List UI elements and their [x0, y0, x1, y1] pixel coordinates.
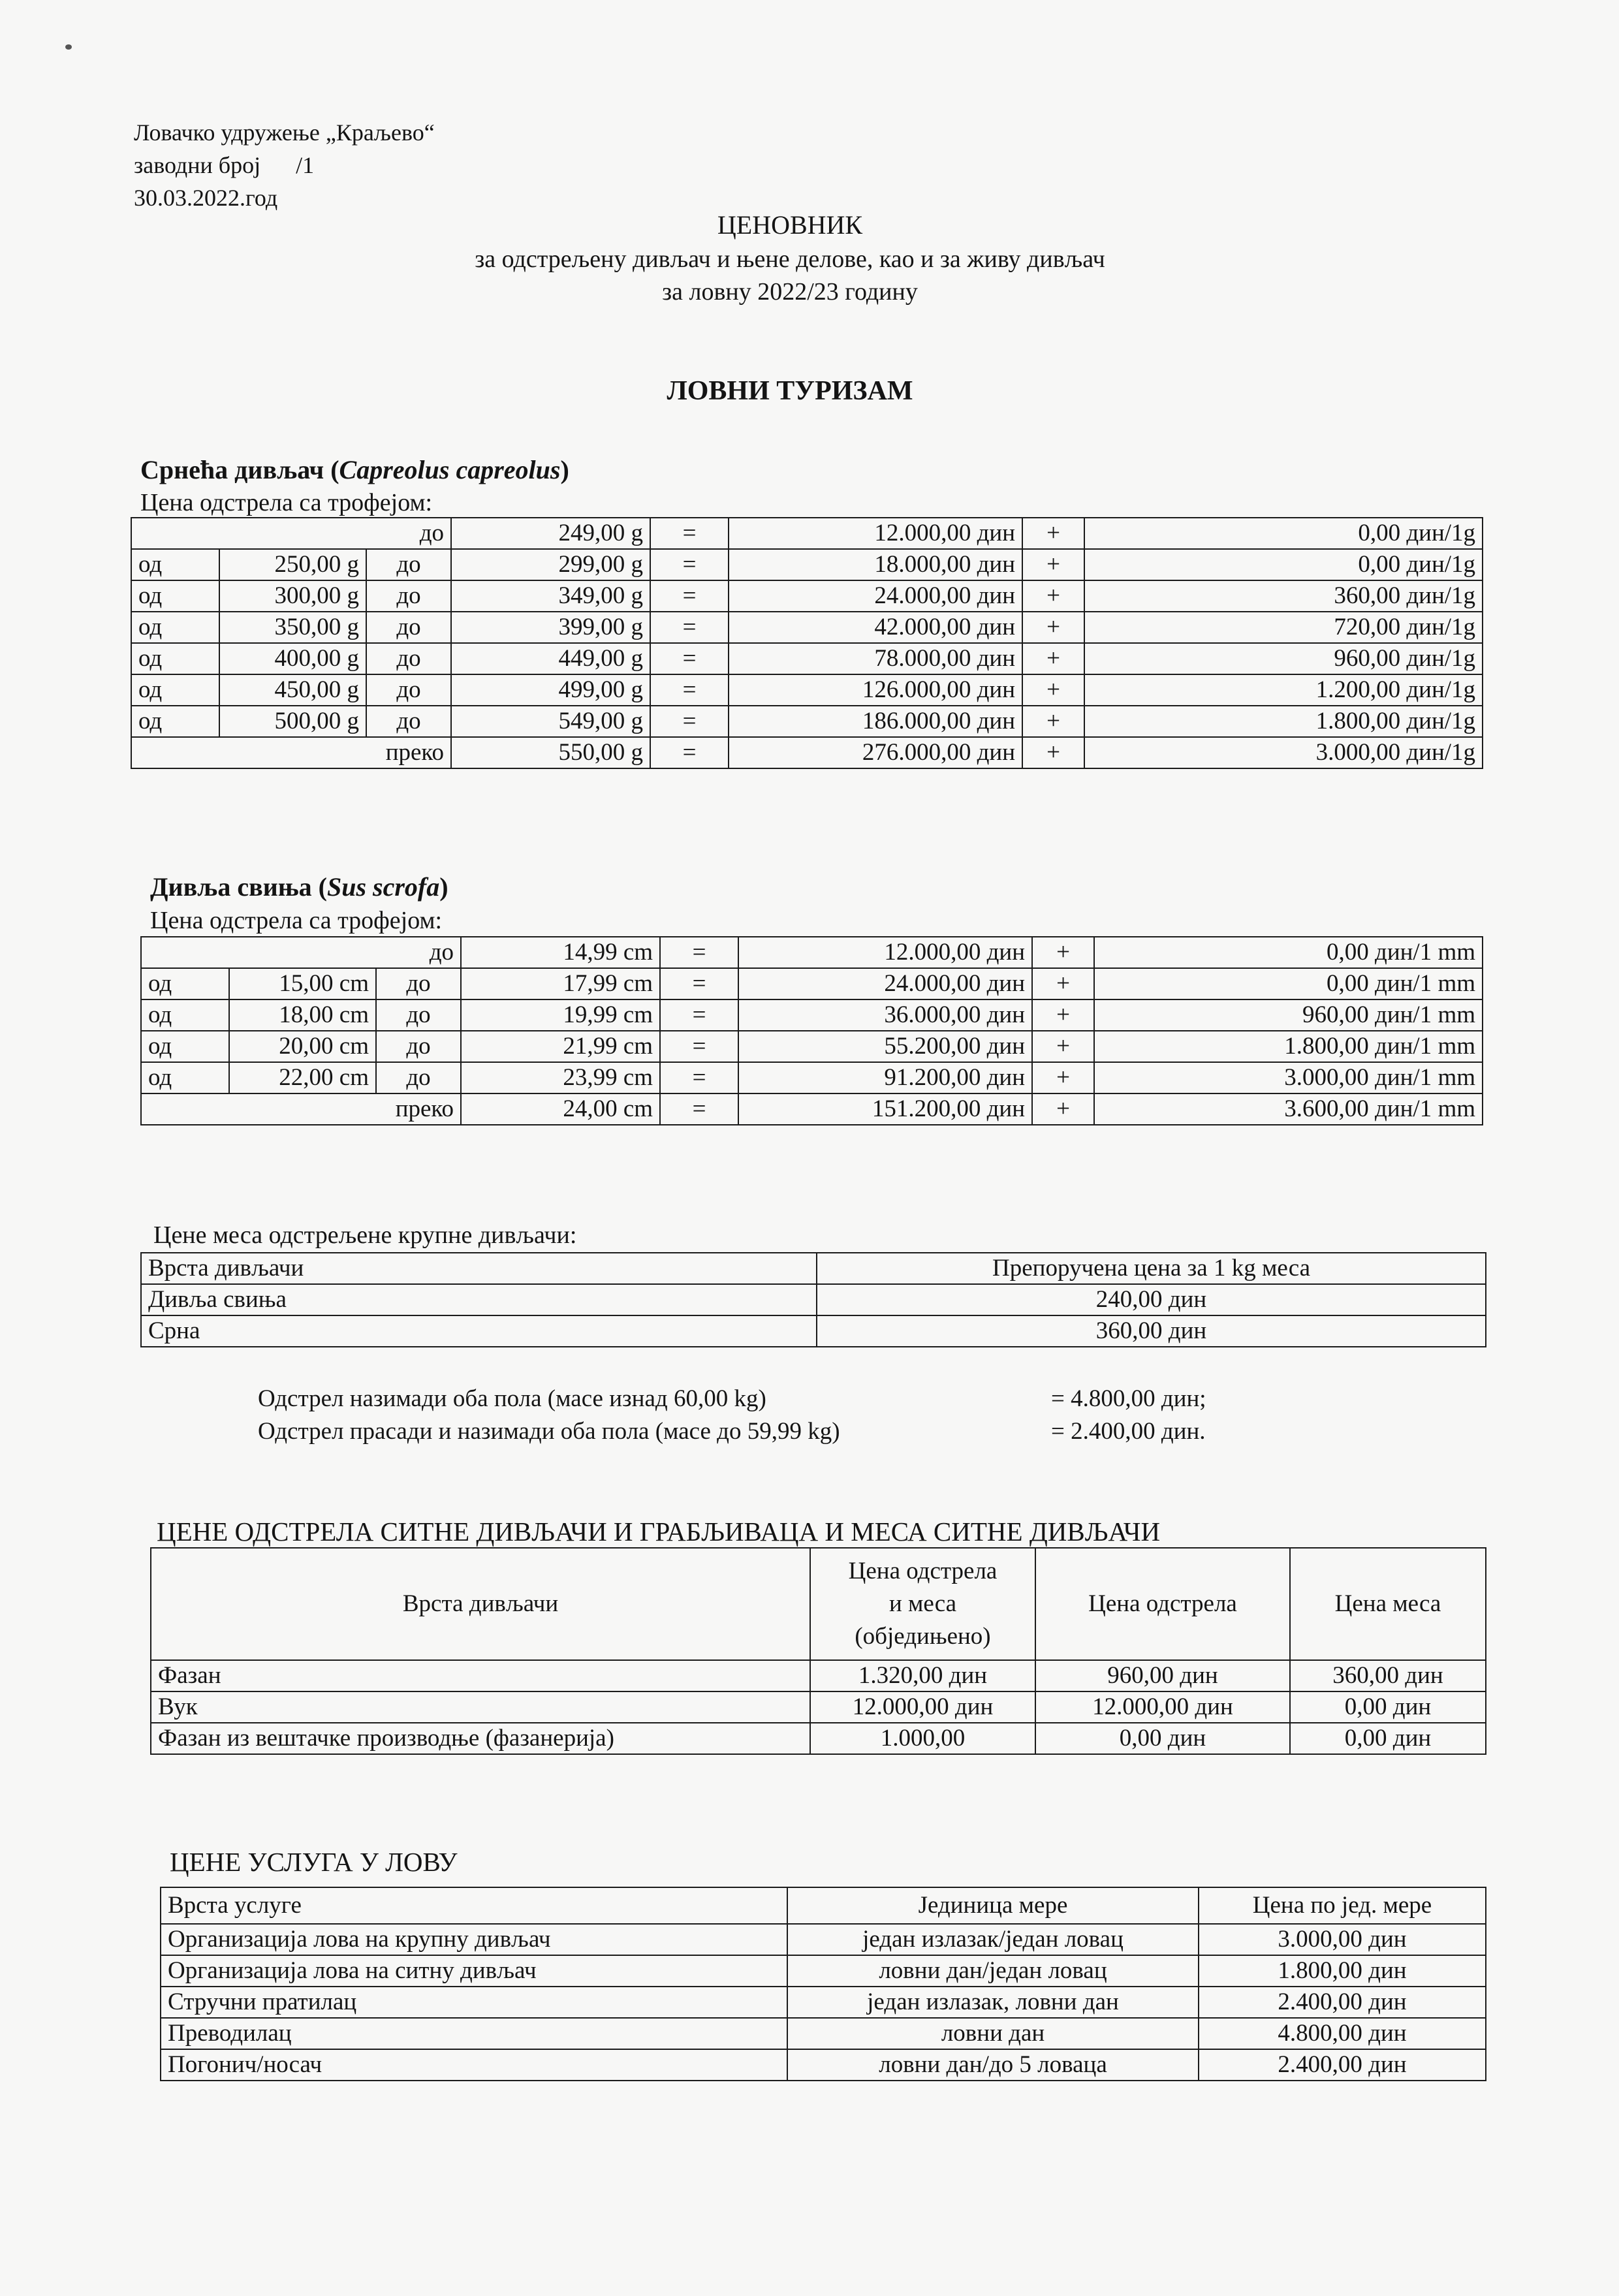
- note-line: [258, 1415, 1368, 1448]
- service-unit: један излазак/један ловац: [787, 1924, 1199, 1955]
- roe-to-value: 399,00 g: [451, 612, 650, 643]
- roe-row: [131, 612, 1483, 643]
- org-name: Ловачко удружење „Краљево“: [134, 119, 435, 146]
- roe-plus: +: [1022, 737, 1084, 768]
- roe-unit-price: 1.200,00 дин/1g: [1084, 674, 1483, 706]
- boar-range-word: преко: [141, 1093, 461, 1125]
- roe-plus: +: [1022, 643, 1084, 674]
- roe-base-price: 78.000,00 дин: [729, 643, 1022, 674]
- roe-equals: =: [650, 549, 729, 580]
- roe-unit-price: 360,00 дин/1g: [1084, 580, 1483, 612]
- roe-plus: +: [1022, 549, 1084, 580]
- boar-equals: =: [660, 1093, 738, 1125]
- boar-unit-price: 3.000,00 дин/1 mm: [1094, 1062, 1483, 1093]
- roe-to-word: до: [366, 674, 451, 706]
- roe-equals: =: [650, 518, 729, 549]
- small-col-combined-l2: и меса: [888, 1590, 957, 1617]
- document-date: 30.03.2022.год: [134, 185, 278, 211]
- boar-to-value: 24,00 cm: [461, 1093, 660, 1125]
- small-col-combined-l1: Цена одстрела: [848, 1558, 998, 1584]
- roe-unit-price: 0,00 дин/1g: [1084, 549, 1483, 580]
- service-unit: један излазак, ловни дан: [787, 1987, 1199, 2018]
- boar-from-value: 18,00 cm: [229, 999, 376, 1031]
- boar-to-value: 17,99 cm: [461, 968, 660, 999]
- roe-from-value: 250,00 g: [219, 549, 366, 580]
- small-game-combined-price: 12.000,00 дин: [810, 1691, 1035, 1723]
- boar-plus: +: [1032, 968, 1094, 999]
- boar-unit-price: 0,00 дин/1 mm: [1094, 968, 1483, 999]
- boar-from-word: од: [141, 1062, 229, 1093]
- small-game-species: Вук: [151, 1691, 810, 1723]
- roe-row: [131, 674, 1483, 706]
- boar-base-price: 12.000,00 дин: [738, 937, 1032, 968]
- roe-to-word: до: [366, 549, 451, 580]
- wild-boar-heading: [150, 872, 448, 902]
- roe-row: [131, 643, 1483, 674]
- boar-row: [141, 999, 1483, 1031]
- registry-number: заводни број /1: [134, 152, 315, 178]
- boar-to-value: 19,99 cm: [461, 999, 660, 1031]
- roe-deer-heading-prefix: Срнећа дивљач (: [140, 455, 339, 484]
- roe-base-price: 276.000,00 дин: [729, 737, 1022, 768]
- wild-boar-heading-suffix: ): [439, 872, 448, 902]
- roe-from-value: 350,00 g: [219, 612, 366, 643]
- boar-base-price: 36.000,00 дин: [738, 999, 1032, 1031]
- hunting-season: за ловну 2022/23 годину: [662, 278, 918, 306]
- meat-header-row: [141, 1253, 1486, 1284]
- boar-from-word: од: [141, 999, 229, 1031]
- service-row: [161, 2049, 1486, 2081]
- roe-to-value: 349,00 g: [451, 580, 650, 612]
- small-game-row: [151, 1691, 1486, 1723]
- boar-row: [141, 1031, 1483, 1062]
- document-title-block: [326, 208, 1253, 308]
- roe-from-value: 300,00 g: [219, 580, 366, 612]
- small-game-combined-price: 1.000,00: [810, 1723, 1035, 1754]
- boar-equals: =: [660, 1031, 738, 1062]
- service-price: 2.400,00 дин: [1199, 2049, 1486, 2081]
- roe-deer-latin: Capreolus capreolus: [339, 455, 561, 484]
- service-type: Стручни пратилац: [161, 1987, 787, 2018]
- roe-from-word: од: [131, 643, 219, 674]
- small-game-heading: ЦЕНЕ ОДСТРЕЛА СИТНЕ ДИВЉАЧИ И ГРАБЉИВАЦА И МЕСА СИТНЕ ДИВЉАЧИ: [157, 1517, 1161, 1547]
- boar-base-price: 91.200,00 дин: [738, 1062, 1032, 1093]
- roe-row: [131, 549, 1483, 580]
- boar-plus: +: [1032, 999, 1094, 1031]
- wild-boar-heading-prefix: Дивља свиња (: [150, 872, 327, 902]
- service-row: [161, 2018, 1486, 2049]
- roe-to-value: 299,00 g: [451, 549, 650, 580]
- boar-from-value: 22,00 cm: [229, 1062, 376, 1093]
- boar-to-value: 23,99 cm: [461, 1062, 660, 1093]
- boar-row: [141, 968, 1483, 999]
- small-game-header-row: [151, 1548, 1486, 1660]
- small-col-species: Врста дивљачи: [151, 1548, 810, 1660]
- meat-price: 240,00 дин: [817, 1284, 1486, 1315]
- boar-equals: =: [660, 968, 738, 999]
- roe-range-word: преко: [131, 737, 451, 768]
- service-unit: ловни дан/до 5 ловаца: [787, 2049, 1199, 2081]
- service-price: 2.400,00 дин: [1199, 1987, 1486, 2018]
- roe-equals: =: [650, 612, 729, 643]
- roe-to-word: до: [366, 612, 451, 643]
- boar-range-word: до: [141, 937, 461, 968]
- roe-plus: +: [1022, 518, 1084, 549]
- boar-equals: =: [660, 999, 738, 1031]
- service-unit: ловни дан/један ловац: [787, 1955, 1199, 1987]
- document-title: ЦЕНОВНИК: [717, 210, 863, 240]
- service-price: 3.000,00 дин: [1199, 1924, 1486, 1955]
- boar-row: [141, 1093, 1483, 1125]
- small-game-species: Фазан из вештачке производње (фазанерија): [151, 1723, 810, 1754]
- roe-unit-price: 1.800,00 дин/1g: [1084, 706, 1483, 737]
- boar-from-word: од: [141, 1031, 229, 1062]
- roe-to-word: до: [366, 643, 451, 674]
- roe-equals: =: [650, 737, 729, 768]
- young-boar-notes: [258, 1383, 1368, 1448]
- roe-to-value: 549,00 g: [451, 706, 650, 737]
- roe-from-word: од: [131, 549, 219, 580]
- roe-from-value: 500,00 g: [219, 706, 366, 737]
- boar-to-word: до: [376, 999, 461, 1031]
- roe-deer-caption: Цена одстрела са трофејом:: [140, 489, 433, 516]
- small-game-row: [151, 1723, 1486, 1754]
- boar-to-word: до: [376, 1062, 461, 1093]
- roe-to-value: 550,00 g: [451, 737, 650, 768]
- roe-row: [131, 518, 1483, 549]
- boar-plus: +: [1032, 1062, 1094, 1093]
- meat-col-species: Врста дивљачи: [141, 1253, 817, 1284]
- boar-base-price: 151.200,00 дин: [738, 1093, 1032, 1125]
- meat-prices-caption: Цене меса одстрељене крупне дивљачи:: [153, 1221, 577, 1249]
- boar-unit-price: 1.800,00 дин/1 mm: [1094, 1031, 1483, 1062]
- services-col-price: Цена по јед. мере: [1199, 1887, 1486, 1924]
- roe-base-price: 126.000,00 дин: [729, 674, 1022, 706]
- services-header-row: [161, 1887, 1486, 1924]
- wild-boar-table: [140, 936, 1483, 1125]
- roe-equals: =: [650, 580, 729, 612]
- boar-equals: =: [660, 937, 738, 968]
- service-type: Преводилац: [161, 2018, 787, 2049]
- roe-row: [131, 706, 1483, 737]
- section-title: ЛОВНИ ТУРИЗАМ: [667, 376, 913, 406]
- boar-row: [141, 937, 1483, 968]
- small-col-combined: [810, 1548, 1035, 1660]
- note-text: Одстрел прасади и назимади оба пола (масе до 59,99 kg): [258, 1418, 840, 1445]
- note-value: = 2.400,00 дин.: [1051, 1418, 1206, 1445]
- boar-from-word: од: [141, 968, 229, 999]
- services-col-unit: Јединица мере: [787, 1887, 1199, 1924]
- boar-plus: +: [1032, 1093, 1094, 1125]
- scan-speck: [65, 44, 72, 50]
- services-col-type: Врста услуге: [161, 1887, 787, 1924]
- service-type: Организација лова на ситну дивљач: [161, 1955, 787, 1987]
- boar-to-word: до: [376, 1031, 461, 1062]
- service-unit: ловни дан: [787, 2018, 1199, 2049]
- roe-to-word: до: [366, 580, 451, 612]
- small-game-shoot-price: 0,00 дин: [1035, 1723, 1290, 1754]
- service-type: Организација лова на крупну дивљач: [161, 1924, 787, 1955]
- boar-unit-price: 3.600,00 дин/1 mm: [1094, 1093, 1483, 1125]
- roe-base-price: 12.000,00 дин: [729, 518, 1022, 549]
- roe-deer-heading: [140, 454, 569, 485]
- service-row: [161, 1924, 1486, 1955]
- boar-from-value: 20,00 cm: [229, 1031, 376, 1062]
- boar-plus: +: [1032, 937, 1094, 968]
- meat-prices-table: [140, 1252, 1486, 1347]
- boar-to-word: до: [376, 968, 461, 999]
- small-game-table: [150, 1547, 1486, 1755]
- boar-equals: =: [660, 1062, 738, 1093]
- roe-to-value: 499,00 g: [451, 674, 650, 706]
- org-header: [134, 116, 721, 214]
- service-type: Погонич/носач: [161, 2049, 787, 2081]
- roe-plus: +: [1022, 612, 1084, 643]
- small-game-shoot-price: 960,00 дин: [1035, 1660, 1290, 1691]
- roe-to-value: 249,00 g: [451, 518, 650, 549]
- roe-from-word: од: [131, 612, 219, 643]
- roe-deer-heading-suffix: ): [560, 455, 569, 484]
- roe-plus: +: [1022, 580, 1084, 612]
- wild-boar-latin: Sus scrofa: [326, 872, 440, 902]
- meat-price: 360,00 дин: [817, 1315, 1486, 1347]
- meat-species: Дивља свиња: [141, 1284, 817, 1315]
- meat-col-price: Препоручена цена за 1 kg меса: [817, 1253, 1486, 1284]
- roe-to-word: до: [366, 706, 451, 737]
- service-price: 4.800,00 дин: [1199, 2018, 1486, 2049]
- roe-unit-price: 0,00 дин/1g: [1084, 518, 1483, 549]
- boar-unit-price: 0,00 дин/1 mm: [1094, 937, 1483, 968]
- service-row: [161, 1955, 1486, 1987]
- roe-base-price: 24.000,00 дин: [729, 580, 1022, 612]
- small-game-combined-price: 1.320,00 дин: [810, 1660, 1035, 1691]
- roe-from-value: 450,00 g: [219, 674, 366, 706]
- roe-base-price: 18.000,00 дин: [729, 549, 1022, 580]
- roe-from-value: 400,00 g: [219, 643, 366, 674]
- roe-unit-price: 3.000,00 дин/1g: [1084, 737, 1483, 768]
- roe-range-word: до: [131, 518, 451, 549]
- roe-from-word: од: [131, 674, 219, 706]
- small-col-shoot: Цена одстрела: [1035, 1548, 1290, 1660]
- roe-base-price: 186.000,00 дин: [729, 706, 1022, 737]
- services-table: [160, 1887, 1486, 2081]
- service-price: 1.800,00 дин: [1199, 1955, 1486, 1987]
- roe-plus: +: [1022, 674, 1084, 706]
- boar-base-price: 24.000,00 дин: [738, 968, 1032, 999]
- small-col-meat: Цена меса: [1290, 1548, 1486, 1660]
- roe-from-word: од: [131, 580, 219, 612]
- boar-unit-price: 960,00 дин/1 mm: [1094, 999, 1483, 1031]
- small-col-combined-l3: (обједињено): [855, 1623, 991, 1650]
- roe-plus: +: [1022, 706, 1084, 737]
- meat-row: [141, 1315, 1486, 1347]
- boar-plus: +: [1032, 1031, 1094, 1062]
- roe-unit-price: 960,00 дин/1g: [1084, 643, 1483, 674]
- boar-to-value: 14,99 cm: [461, 937, 660, 968]
- services-heading: ЦЕНЕ УСЛУГА У ЛОВУ: [170, 1847, 458, 1877]
- document-subtitle: за одстрељену дивљач и њене делове, као и за живу дивљач: [475, 245, 1105, 273]
- small-game-species: Фазан: [151, 1660, 810, 1691]
- roe-equals: =: [650, 706, 729, 737]
- boar-to-value: 21,99 cm: [461, 1031, 660, 1062]
- small-game-meat-price: 0,00 дин: [1290, 1691, 1486, 1723]
- roe-row: [131, 737, 1483, 768]
- roe-from-word: од: [131, 706, 219, 737]
- boar-from-value: 15,00 cm: [229, 968, 376, 999]
- meat-species: Срна: [141, 1315, 817, 1347]
- roe-equals: =: [650, 643, 729, 674]
- roe-to-value: 449,00 g: [451, 643, 650, 674]
- roe-deer-table: [131, 517, 1483, 769]
- meat-row: [141, 1284, 1486, 1315]
- small-game-row: [151, 1660, 1486, 1691]
- roe-equals: =: [650, 674, 729, 706]
- service-row: [161, 1987, 1486, 2018]
- boar-base-price: 55.200,00 дин: [738, 1031, 1032, 1062]
- roe-row: [131, 580, 1483, 612]
- note-line: [258, 1383, 1368, 1415]
- note-text: Одстрел назимади оба пола (масе изнад 60,00 kg): [258, 1385, 766, 1412]
- wild-boar-caption: Цена одстрела са трофејом:: [150, 907, 443, 934]
- roe-base-price: 42.000,00 дин: [729, 612, 1022, 643]
- note-value: = 4.800,00 дин;: [1051, 1385, 1206, 1412]
- roe-unit-price: 720,00 дин/1g: [1084, 612, 1483, 643]
- small-game-meat-price: 360,00 дин: [1290, 1660, 1486, 1691]
- small-game-meat-price: 0,00 дин: [1290, 1723, 1486, 1754]
- boar-row: [141, 1062, 1483, 1093]
- small-game-shoot-price: 12.000,00 дин: [1035, 1691, 1290, 1723]
